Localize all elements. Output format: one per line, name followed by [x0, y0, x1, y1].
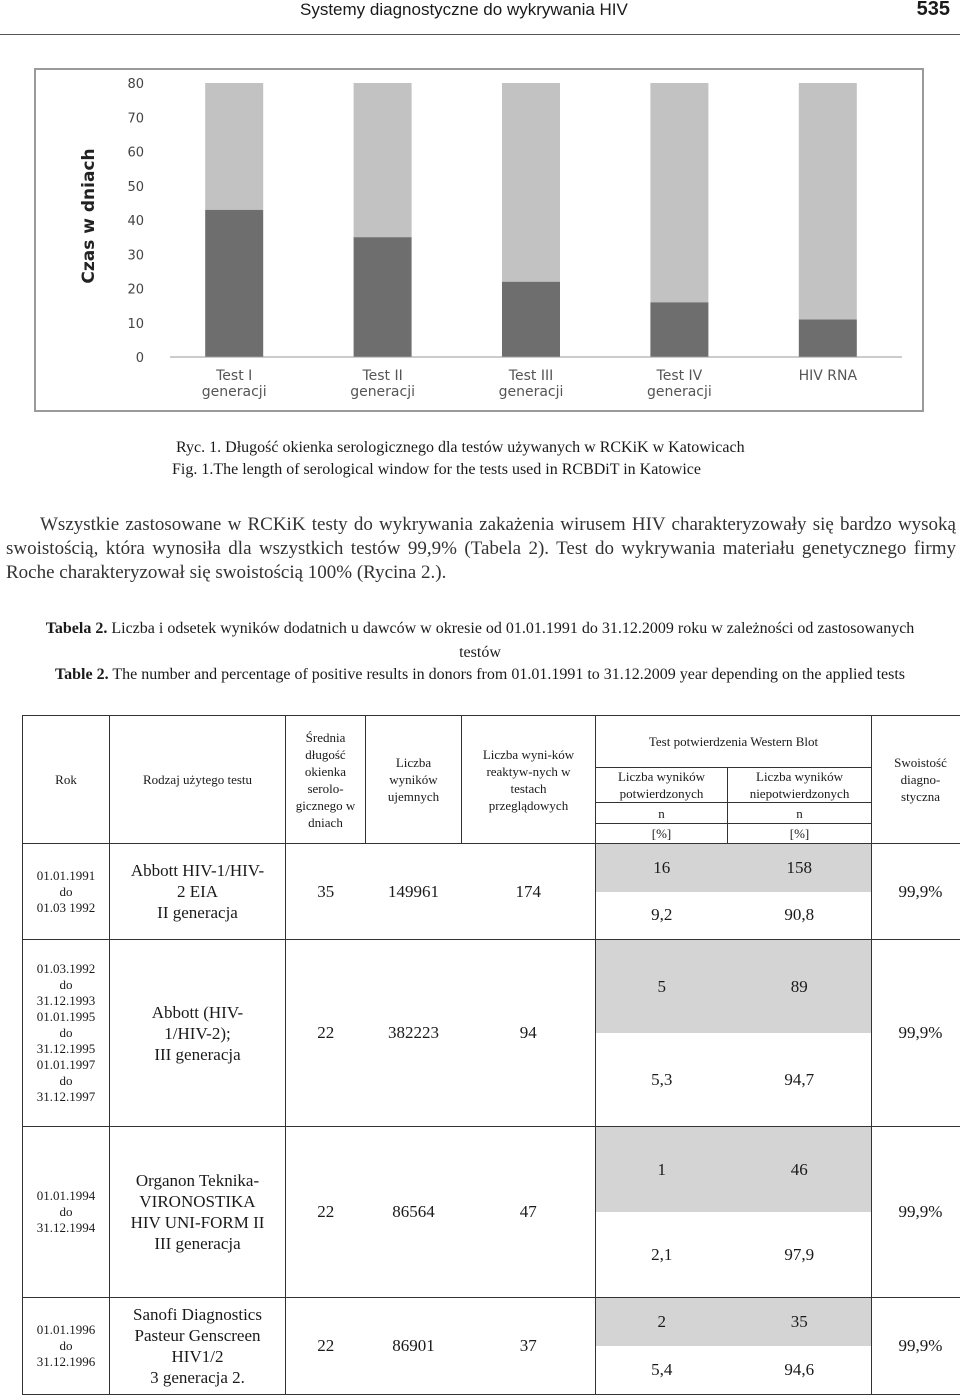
header-swoistosc: Swoistość diagno-styczna — [872, 716, 960, 844]
test-name-line: Abbott HIV-1/HIV- — [110, 860, 285, 881]
y-axis-label: Czas w dniach — [79, 148, 99, 283]
cell-years — [23, 1298, 110, 1395]
header-wyniki-reaktywne: Liczba wyni-ków reaktyw-nych w testach przeglądowych — [462, 716, 596, 844]
cell-confirmed — [596, 844, 728, 940]
cell-specificity: 99,9% — [872, 1127, 960, 1298]
x-tick-label: generacji — [202, 384, 267, 400]
results-table-body — [23, 844, 960, 1395]
test-name-line: Organon Teknika- — [110, 1170, 285, 1191]
cell-unconfirmed — [728, 940, 872, 1127]
cell-test-name — [110, 1298, 286, 1395]
header-wyniki-ujemne: Liczba wyników ujemnych — [366, 716, 462, 844]
bar-segment-lower — [354, 237, 412, 357]
table-row — [23, 844, 960, 940]
year-line: do — [23, 977, 109, 993]
cell-confirmed-pct: 5,3 — [596, 1033, 728, 1126]
cell-unconfirmed — [728, 1127, 872, 1298]
year-line: 01.01.1994 — [23, 1188, 109, 1204]
year-line: 01.01.1996 — [23, 1322, 109, 1338]
x-tick-label: generacji — [647, 384, 712, 400]
y-tick-label: 60 — [127, 146, 144, 161]
year-line: 01.03.1992 — [23, 961, 109, 977]
bar-segment-upper — [650, 83, 708, 302]
cell-test-name — [110, 940, 286, 1127]
cell-reactive-count: 37 — [462, 1298, 596, 1395]
year-line: 01.01.1991 — [23, 868, 109, 884]
year-line: do — [23, 1204, 109, 1220]
y-tick-label: 0 — [136, 351, 144, 366]
bar-segment-upper — [799, 83, 857, 319]
cell-window-days: 22 — [286, 1127, 366, 1298]
cell-years — [23, 940, 110, 1127]
cell-confirmed-n: 5 — [596, 940, 728, 1033]
test-name-line: HIV1/2 — [110, 1346, 285, 1367]
x-tick-label: generacji — [350, 384, 415, 400]
header-pct-potwierdzone: [%] — [596, 824, 728, 844]
table-caption-pl-label: Tabela 2. — [46, 620, 108, 637]
x-tick-label: Test III — [508, 368, 553, 384]
x-tick-label: Test IV — [656, 368, 703, 384]
header-pct-niepotwierdzone: [%] — [728, 824, 872, 844]
cell-unconfirmed — [728, 844, 872, 940]
cell-confirmed-pct: 9,2 — [596, 892, 728, 940]
x-tick-label: Test II — [361, 368, 402, 384]
header-wyniki-potwierdzone: Liczba wyników potwierdzonych — [596, 768, 728, 803]
year-line: 31.12.1997 — [23, 1089, 109, 1105]
header-n-potwierdzone: n — [596, 803, 728, 824]
y-tick-label: 80 — [127, 77, 144, 92]
header-wyniki-niepotwierdzone: Liczba wyników niepotwierdzonych — [728, 768, 872, 803]
cell-specificity: 99,9% — [872, 1298, 960, 1395]
bar-segment-upper — [502, 83, 560, 282]
test-name-line: Abbott (HIV- — [110, 1002, 285, 1023]
bar-segment-lower — [799, 319, 857, 357]
cell-negative-count: 382223 — [366, 940, 462, 1127]
figure-caption-en — [172, 461, 701, 479]
test-name-line: HIV UNI-FORM II — [110, 1212, 285, 1233]
cell-test-name — [110, 1127, 286, 1298]
table-caption-pl — [30, 617, 930, 665]
year-line: do — [23, 1073, 109, 1089]
cell-unconfirmed-pct: 94,6 — [728, 1346, 872, 1394]
table-caption-en — [30, 663, 930, 687]
header-srednia-dlugosc: Średnia długość okienka serolo-gicznego w dniach — [286, 716, 366, 844]
cell-reactive-count: 174 — [462, 844, 596, 940]
cell-confirmed-pct: 2,1 — [596, 1212, 728, 1297]
header-rok: Rok — [23, 716, 110, 844]
y-tick-label: 70 — [127, 111, 144, 126]
y-tick-label: 20 — [127, 283, 144, 298]
test-name-line: III generacja — [110, 1044, 285, 1065]
year-line: 31.12.1995 — [23, 1041, 109, 1057]
cell-confirmed — [596, 940, 728, 1127]
cell-years — [23, 844, 110, 940]
year-line: do — [23, 1338, 109, 1354]
year-line: 01.01.1997 — [23, 1057, 109, 1073]
cell-unconfirmed-pct: 97,9 — [728, 1212, 872, 1297]
cell-unconfirmed-n: 158 — [728, 844, 872, 892]
page-number: 535 — [917, 0, 950, 21]
cell-confirmed — [596, 1127, 728, 1298]
figure-caption-en-label: Fig. 1. — [172, 461, 213, 478]
cell-unconfirmed-n: 89 — [728, 940, 872, 1033]
y-tick-label: 10 — [127, 317, 144, 332]
page-header — [0, 0, 960, 35]
y-tick-label: 40 — [127, 214, 144, 229]
figure-caption-pl-label: Ryc. 1. — [176, 439, 221, 456]
cell-confirmed-n: 2 — [596, 1298, 728, 1346]
x-tick-label: HIV RNA — [799, 368, 858, 384]
test-name-line: III generacja — [110, 1233, 285, 1254]
table-caption-en-label: Table 2. — [55, 666, 109, 683]
year-line: 01.01.1995 — [23, 1009, 109, 1025]
bar-segment-upper — [205, 83, 263, 210]
test-name-line: VIRONOSTIKA — [110, 1191, 285, 1212]
year-line: do — [23, 884, 109, 900]
serological-window-chart — [36, 70, 922, 410]
y-tick-label: 50 — [127, 180, 144, 195]
header-rodzaj-testu: Rodzaj użytego testu — [110, 716, 286, 844]
x-tick-label: generacji — [499, 384, 564, 400]
test-name-line: 2 EIA — [110, 881, 285, 902]
year-line: 31.12.1993 — [23, 993, 109, 1009]
figure-caption-en-text: The length of serological window for the tests used in RCBDiT in Katowice — [213, 461, 701, 478]
year-line: 01.03 1992 — [23, 900, 109, 916]
test-name-line: 3 generacja 2. — [110, 1367, 285, 1388]
results-table — [22, 715, 960, 1395]
cell-unconfirmed-n: 46 — [728, 1127, 872, 1212]
cell-negative-count: 86564 — [366, 1127, 462, 1298]
cell-specificity: 99,9% — [872, 940, 960, 1127]
cell-confirmed-pct: 5,4 — [596, 1346, 728, 1394]
year-line: do — [23, 1025, 109, 1041]
bar-segment-lower — [650, 302, 708, 357]
cell-window-days: 35 — [286, 844, 366, 940]
bar-segment-lower — [502, 282, 560, 357]
table-row — [23, 1298, 960, 1395]
cell-specificity: 99,9% — [872, 844, 960, 940]
figure-caption-pl — [176, 439, 745, 457]
y-tick-label: 30 — [127, 248, 144, 263]
cell-unconfirmed-pct: 94,7 — [728, 1033, 872, 1126]
cell-years — [23, 1127, 110, 1298]
figure-caption-pl-text: Długość okienka serologicznego dla testów używanych w RCKiK w Katowicach — [221, 439, 744, 456]
table-row — [23, 940, 960, 1127]
bar-segment-lower — [205, 210, 263, 357]
table-caption-pl-text: Liczba i odsetek wyników dodatnich u dawców w okresie od 01.01.1991 do 31.12.2009 roku w zależności od zastosowanych testów — [107, 620, 914, 661]
cell-negative-count: 86901 — [366, 1298, 462, 1395]
cell-window-days: 22 — [286, 1298, 366, 1395]
cell-unconfirmed-pct: 90,8 — [728, 892, 872, 940]
test-name-line: II generacja — [110, 902, 285, 923]
test-name-line: Sanofi Diagnostics — [110, 1304, 285, 1325]
body-paragraph: Wszystkie zastosowane w RCKiK testy do wykrywania zakażenia wirusem HIV charakteryzowały się bardzo wysoką swoistością, która wynosiła dla wszystkich testów 99,9% (Tabela 2). Test do wykrywania materiału genetycznego firmy Roche charakteryzował się swoistością 100% (Rycina 2.). — [6, 513, 956, 585]
table-caption-en-text: The number and percentage of positive results in donors from 01.01.1991 to 31.12.2009 year depending on the applied tests — [109, 666, 905, 683]
cell-window-days: 22 — [286, 940, 366, 1127]
cell-reactive-count: 47 — [462, 1127, 596, 1298]
cell-confirmed — [596, 1298, 728, 1395]
cell-negative-count: 149961 — [366, 844, 462, 940]
test-name-line: 1/HIV-2); — [110, 1023, 285, 1044]
cell-test-name — [110, 844, 286, 940]
cell-unconfirmed-n: 35 — [728, 1298, 872, 1346]
cell-unconfirmed — [728, 1298, 872, 1395]
bar-segment-upper — [354, 83, 412, 237]
cell-confirmed-n: 16 — [596, 844, 728, 892]
header-western-blot: Test potwierdzenia Western Blot — [596, 716, 872, 768]
cell-reactive-count: 94 — [462, 940, 596, 1127]
x-tick-label: Test I — [215, 368, 252, 384]
cell-confirmed-n: 1 — [596, 1127, 728, 1212]
running-title: Systemy diagnostyczne do wykrywania HIV — [300, 0, 628, 20]
year-line: 31.12.1994 — [23, 1220, 109, 1236]
header-n-niepotwierdzone: n — [728, 803, 872, 824]
test-name-line: Pasteur Genscreen — [110, 1325, 285, 1346]
table-row — [23, 1127, 960, 1298]
year-line: 31.12.1996 — [23, 1354, 109, 1370]
figure-1 — [34, 68, 924, 412]
